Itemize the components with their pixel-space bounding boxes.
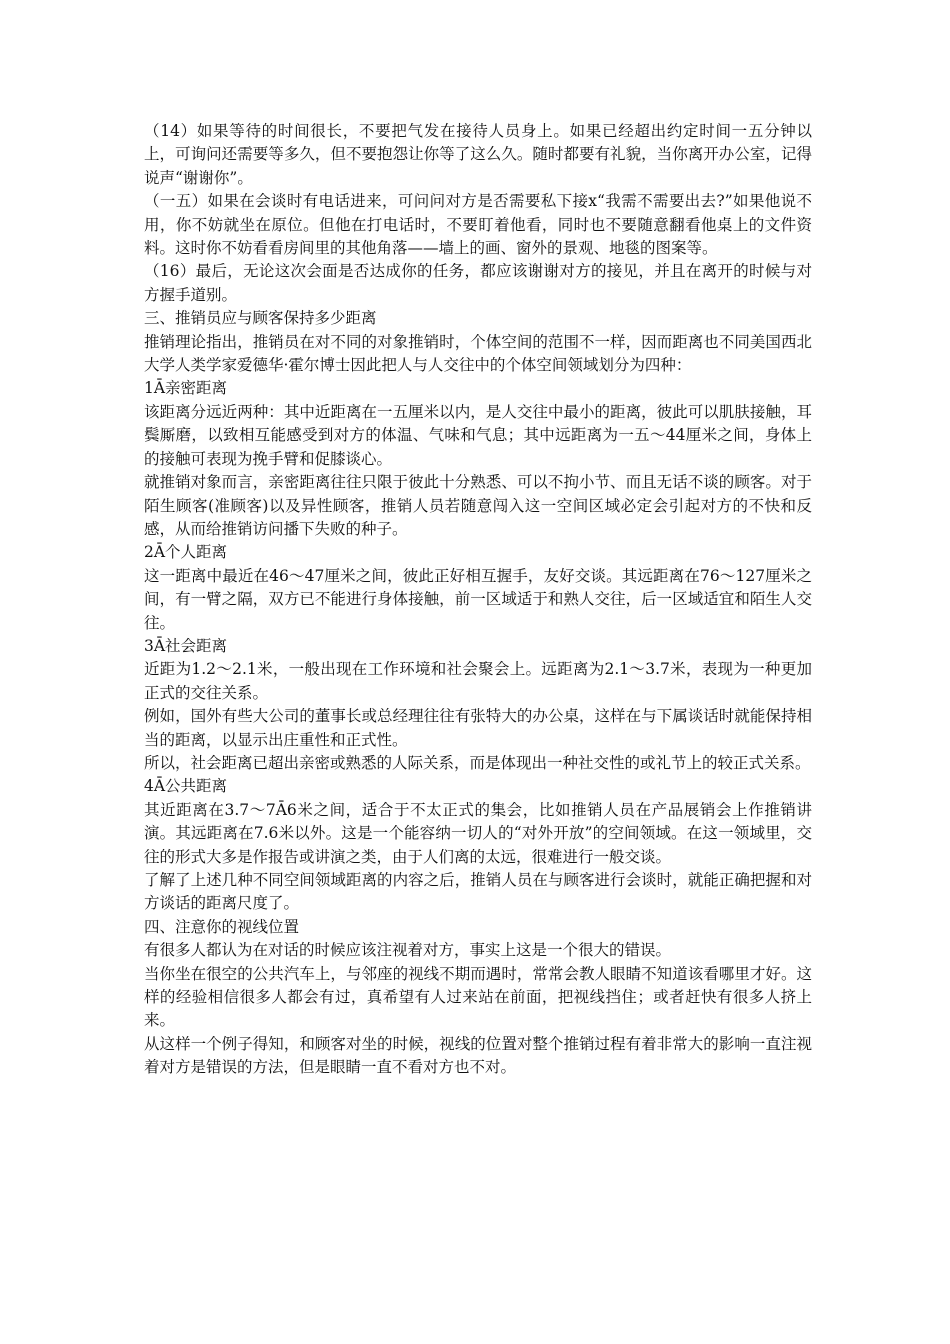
subheading-social-distance: 3Ā社会距离	[144, 636, 228, 655]
paragraph-social-2: 例如，国外有些大公司的董事长或总经理往往有张特大的办公桌，这样在与下属谈话时就能保持相当的距离，以显示出庄重性和正式性。	[144, 707, 812, 749]
paragraph-intimate-1: 该距离分远近两种：其中近距离在一五厘米以内，是人交往中最小的距离，彼此可以肌肤接触，耳鬓厮磨，以致相互能感受到对方的体温、气味和气息；其中远距离为一五～44厘米之间，身体上的接触可表现为挽手臂和促膝谈心。	[144, 402, 812, 468]
paragraph-16: （16）最后，无论这次会面是否达成你的任务，都应该谢谢对方的接见，并且在离开的时候与对方握手道别。	[144, 262, 812, 304]
paragraph-personal: 这一距离中最近在46～47厘米之间，彼此正好相互握手，友好交谈。其远距离在76～127厘米之间，有一臂之隔，双方已不能进行身体接触，前一区域适于和熟人交往，后一区域适宜和陌生人交往。	[144, 566, 812, 632]
paragraph-15: （一五）如果在会谈时有电话进来，可问问对方是否需要私下接x“我需不需要出去?”如果他说不用，你不妨就坐在原位。但他在打电话时，不要盯着他看，同时也不要随意翻看他桌上的文件资料。这时你不妨看看房间里的其他角落——墙上的画、窗外的景观、地毯的图案等。	[144, 192, 812, 258]
paragraph-summary: 了解了上述几种不同空间领域距离的内容之后，推销人员在与顾客进行会谈时，就能正确把握和对方谈话的距离尺度了。	[144, 871, 812, 913]
subheading-personal-distance: 2Ā个人距离	[144, 543, 228, 562]
section-heading-distance: 三、推销员应与顾客保持多少距离	[144, 309, 377, 328]
paragraph-gaze-3: 从这样一个例子得知，和顾客对坐的时候，视线的位置对整个推销过程有着非常大的影响一直注视着对方是错误的方法，但是眼睛一直不看对方也不对。	[144, 1034, 812, 1077]
paragraph-gaze-1: 有很多人都认为在对话的时候应该注视着对方，事实上这是一个很大的错误。	[144, 941, 672, 960]
paragraph-gaze-2: 当你坐在很空的公共汽车上，与邻座的视线不期而遇时，常常会教人眼睛不知道该看哪里才好。这样的经验相信很多人都会有过，真希望有人过来站在前面，把视线挡住；或者赶快有很多人挤上来。	[144, 964, 812, 1030]
paragraph-14: （14）如果等待的时间很长，不要把气发在接待人员身上。如果已经超出约定时间一五分钟以上，可询问还需要等多久，但不要抱怨让你等了这么久。随时都要有礼貌，当你离开办公室，记得说声“谢谢你”。	[144, 122, 812, 187]
paragraph-social-1: 近距为1.2～2.1米，一般出现在工作环境和社会聚会上。远距离为2.1～3.7米，表现为一种更加正式的交往关系。	[144, 660, 812, 702]
paragraph-social-3: 所以，社会距离已超出亲密或熟悉的人际关系，而是体现出一种社交性的或礼节上的较正式关系。	[144, 753, 811, 772]
subheading-public-distance: 4Ā公共距离	[144, 777, 228, 796]
document-body	[144, 120, 812, 1080]
paragraph-public: 其近距离在3.7～7Ā6米之间，适合于不太正式的集会，比如推销人员在产品展销会上作推销讲演。其远距离在7.6米以外。这是一个能容纳一切人的“对外开放”的空间领域。在这一领域里，交往的形式大多是作报告或讲演之类，由于人们离的太远，很难进行一般交谈。	[144, 800, 812, 866]
paragraph-theory: 推销理论指出，推销员在对不同的对象推销时，个体空间的范围不一样，因而距离也不同美国西北大学人类学家爱德华·霍尔博士因此把人与人交往中的个体空间领域划分为四种：	[144, 332, 812, 375]
section-heading-gaze: 四、注意你的视线位置	[144, 917, 300, 936]
paragraph-intimate-2: 就推销对象而言，亲密距离往往只限于彼此十分熟悉、可以不拘小节、而且无话不谈的顾客。对于陌生顾客(准顾客)以及异性顾客，推销人员若随意闯入这一空间区域必定会引起对方的不快和反感，从而给推销访问播下失败的种子。	[144, 473, 812, 538]
subheading-intimate-distance: 1Ā亲密距离	[144, 379, 228, 398]
